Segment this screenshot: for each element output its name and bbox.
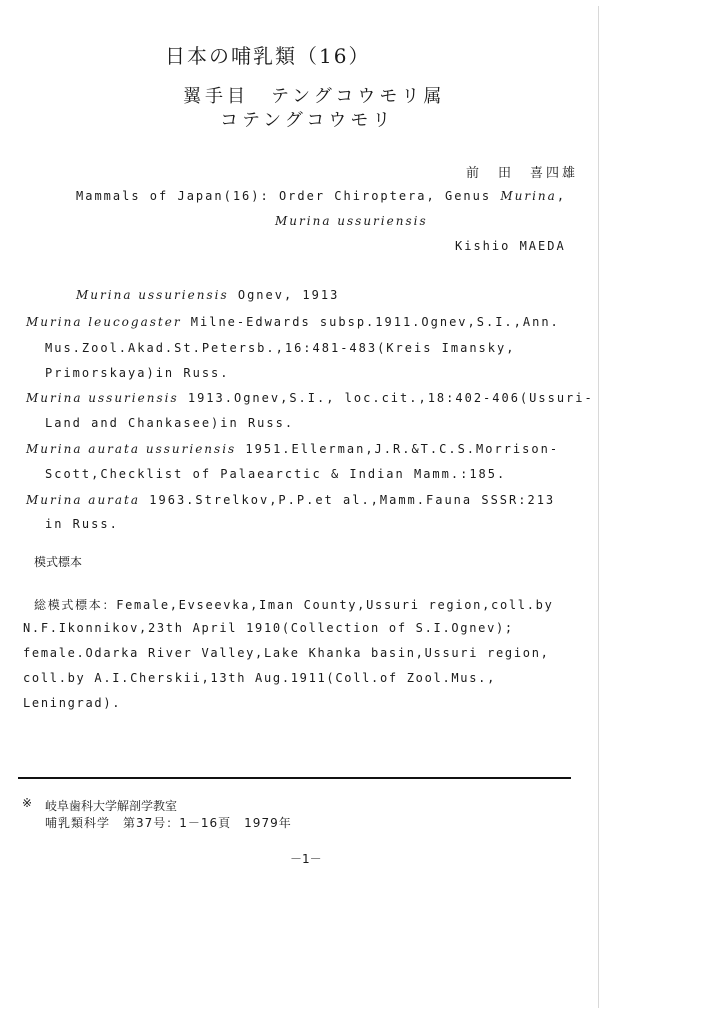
- synonym-text-cont: Primorskaya)in Russ.: [45, 366, 230, 380]
- synonym-entry: [26, 493, 555, 507]
- synonym-name: Murina aurata: [26, 493, 141, 507]
- synonym-entry: [26, 315, 560, 329]
- footnote-affiliation: 岐阜歯科大学解剖学教室: [45, 799, 178, 813]
- synonym-text: 1913.Ognev,S.I., loc.cit.,18:402-406(Ussuri-: [178, 391, 594, 405]
- synonym-text: 1951.Ellerman,J.R.&T.C.S.Morrison-: [236, 442, 560, 456]
- synonym-text: Milne-Edwards subsp.1911.Ognev,S.I.,Ann.: [181, 315, 560, 329]
- synonym-text-cont: Scott,Checklist of Palaearctic & Indian Mamm.:185.: [45, 467, 507, 481]
- synonymy-heading: [76, 288, 339, 302]
- synonym-entry: [26, 391, 594, 405]
- synonym-name: Murina aurata ussuriensis: [26, 442, 237, 456]
- type-specimen-line: [34, 596, 554, 613]
- species-jp: コテングコウモリ: [220, 110, 395, 131]
- synonym-text-cont: Land and Chankasee)in Russ.: [45, 416, 295, 430]
- synonym-name: Murina leucogaster: [26, 315, 182, 329]
- footnote-rule: [18, 777, 571, 779]
- page-number: －1－: [290, 852, 322, 866]
- synonymy-heading-rest: Ognev, 1913: [228, 288, 340, 302]
- type-specimen-line: female.Odarka River Valley,Lake Khanka basin,Ussuri region,: [23, 646, 550, 660]
- title-en-species: Murina ussuriensis: [275, 214, 428, 228]
- title-en-comma: ,: [556, 189, 567, 203]
- type-specimen-text: Female,Evseevka,Iman County,Ussuri region,coll.by: [116, 598, 554, 612]
- type-specimen-label: 総模式標本：: [34, 598, 117, 612]
- type-specimen-heading: 模式標本: [34, 555, 83, 569]
- author-en: Kishio MAEDA: [455, 239, 566, 253]
- footnote-mark: ※: [22, 796, 33, 810]
- footnote-citation: 哺乳類科学 第37号：1－16頁 1979年: [45, 816, 292, 830]
- title-en: [76, 189, 566, 203]
- synonym-text-cont: Mus.Zool.Akad.St.Petersb.,16:481-483(Kreis Imansky,: [45, 341, 516, 355]
- synonym-text-cont: in Russ.: [45, 517, 119, 531]
- type-specimen-line: coll.by A.I.Cherskii,13th Aug.1911(Coll.of Zool.Mus.,: [23, 671, 497, 685]
- synonymy-heading-name: Murina ussuriensis: [76, 288, 229, 302]
- synonym-text: 1963.Strelkov,P.P.et al.,Mamm.Fauna SSSR:213: [140, 493, 556, 507]
- synonym-name: Murina ussuriensis: [26, 391, 179, 405]
- title-en-text: Mammals of Japan(16): Order Chiroptera, Genus: [76, 189, 501, 203]
- author-jp: 前 田 喜四雄: [466, 166, 579, 181]
- page-title: 日本の哺乳類（16）: [165, 44, 371, 68]
- page-edge-line: [598, 6, 599, 1008]
- order-line: 翼手目 テングコウモリ属: [183, 86, 446, 107]
- synonym-entry: [26, 442, 559, 456]
- type-specimen-line: N.F.Ikonnikov,23th April 1910(Collection of S.I.Ognev);: [23, 621, 514, 635]
- title-en-genus: Murina: [500, 189, 557, 203]
- type-specimen-line: Leningrad).: [23, 696, 122, 710]
